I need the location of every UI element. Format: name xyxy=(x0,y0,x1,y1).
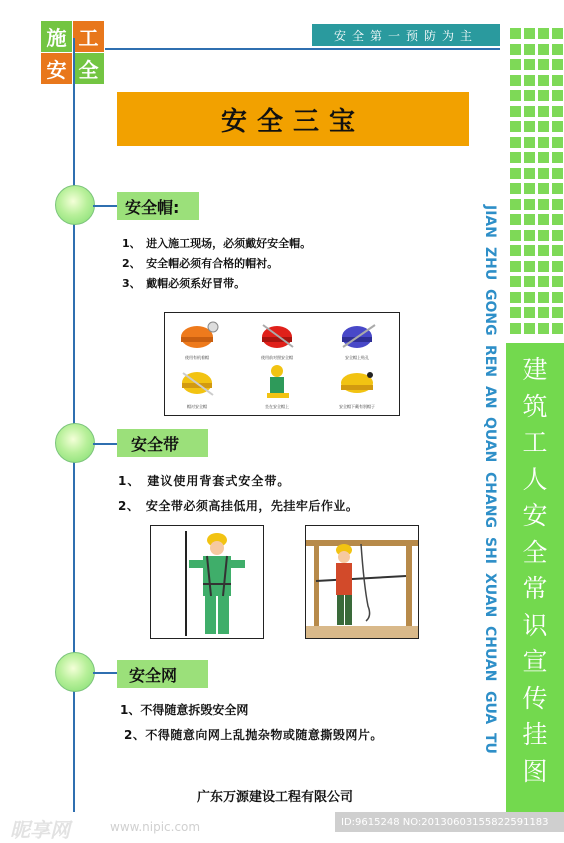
grid-square xyxy=(538,307,549,318)
section-node-helmet xyxy=(55,185,95,225)
vertical-title-char: 识 xyxy=(522,610,548,640)
vertical-title-char: 工 xyxy=(522,428,548,457)
grid-square xyxy=(538,183,549,194)
grid-square xyxy=(552,90,563,101)
grid-square xyxy=(538,90,549,101)
grid-square xyxy=(510,261,521,272)
green-grid-pattern xyxy=(510,28,564,338)
grid-square xyxy=(538,199,549,210)
grid-square xyxy=(552,59,563,70)
section-connector xyxy=(93,672,117,674)
grid-square xyxy=(538,44,549,55)
grid-square xyxy=(552,75,563,86)
grid-square xyxy=(538,137,549,148)
grid-square xyxy=(538,121,549,132)
grid-square xyxy=(538,59,549,70)
caption-2: 使用前对照安全帽 xyxy=(261,355,293,360)
grid-square xyxy=(524,168,535,179)
grid-square xyxy=(524,214,535,225)
pinyin-word: TU xyxy=(482,732,498,754)
watermark-url: www.nipic.com xyxy=(110,820,201,834)
grid-square xyxy=(510,292,521,303)
section-connector xyxy=(93,205,117,207)
caption-1: 使用有机着帽 xyxy=(185,355,209,360)
watermark-brand: 昵享网 xyxy=(10,818,70,842)
helmet-item-2: 2、 安全帽必须有合格的帽衬。 xyxy=(122,257,279,270)
grid-square xyxy=(510,323,521,334)
helmet-icon-1 xyxy=(181,322,218,348)
grid-square xyxy=(538,292,549,303)
grid-square xyxy=(538,276,549,287)
section-node-belt xyxy=(55,423,95,463)
grid-square xyxy=(524,307,535,318)
helmet-usage-icons xyxy=(165,313,399,415)
worker-sitting-icon xyxy=(267,365,289,398)
belt-item-2: 2、 安全带必须高挂低用，先挂牢后作业。 xyxy=(118,499,359,513)
grid-square xyxy=(510,214,521,225)
grid-square xyxy=(524,59,535,70)
pinyin-word: GUA xyxy=(482,690,498,724)
grid-square xyxy=(538,28,549,39)
grid-square xyxy=(524,137,535,148)
header-rule xyxy=(105,48,500,50)
grid-square xyxy=(524,44,535,55)
grid-square xyxy=(524,28,535,39)
grid-square xyxy=(538,230,549,241)
vertical-title-char: 挂 xyxy=(522,720,548,749)
grid-square xyxy=(552,44,563,55)
hanging-worker-icon xyxy=(306,526,418,638)
vertical-title xyxy=(506,352,564,790)
grid-square xyxy=(524,292,535,303)
pinyin-word: CHUAN xyxy=(482,626,498,682)
grid-square xyxy=(510,245,521,256)
grid-square xyxy=(552,307,563,318)
grid-square xyxy=(552,292,563,303)
page-title: 安全三宝 xyxy=(220,106,365,137)
watermark-id: ID:9615248 NO:20130603155822591183 xyxy=(335,812,564,832)
harness-worker-icon xyxy=(151,526,263,638)
slogan-bar: 安全第一预防为主 xyxy=(312,24,500,46)
vertical-title-char: 图 xyxy=(522,756,548,786)
grid-square xyxy=(552,276,563,287)
grid-square xyxy=(552,214,563,225)
grid-square xyxy=(510,230,521,241)
grid-square xyxy=(510,307,521,318)
pinyin-word: SHI xyxy=(482,536,498,564)
grid-square xyxy=(538,214,549,225)
grid-square xyxy=(552,245,563,256)
vertical-title-char: 筑 xyxy=(522,391,548,421)
grid-square xyxy=(552,261,563,272)
grid-square xyxy=(510,199,521,210)
logo-cell-gong: 工 xyxy=(73,21,104,52)
vertical-title-char: 安 xyxy=(522,501,548,530)
grid-square xyxy=(552,230,563,241)
grid-square xyxy=(552,168,563,179)
grid-square xyxy=(524,261,535,272)
caption-5: 坐在安全帽上 xyxy=(265,404,289,409)
grid-square xyxy=(510,121,521,132)
pinyin-word: ZHU xyxy=(482,246,498,281)
grid-square xyxy=(510,44,521,55)
logo-cell-an: 安 xyxy=(41,53,72,84)
pinyin-word: QUAN xyxy=(482,417,498,463)
vertical-title-char: 人 xyxy=(522,464,548,494)
section-label-belt: 安全带 xyxy=(117,429,208,457)
grid-square xyxy=(524,183,535,194)
helmet-icon-3 xyxy=(342,325,375,348)
net-item-1: 1、不得随意拆毁安全网 xyxy=(120,703,249,717)
grid-square xyxy=(524,121,535,132)
grid-square xyxy=(552,106,563,117)
logo-cell-quan: 全 xyxy=(73,53,104,84)
grid-square xyxy=(510,137,521,148)
grid-square xyxy=(510,106,521,117)
grid-square xyxy=(552,183,563,194)
vertical-title-char: 传 xyxy=(522,683,548,713)
grid-square xyxy=(538,261,549,272)
pinyin-word: AN xyxy=(482,385,498,409)
caption-4: 帽衬安全帽 xyxy=(187,404,207,409)
vertical-title-char: 建 xyxy=(522,355,548,384)
pinyin-word: REN xyxy=(482,344,498,377)
caption-6: 安全帽下戴有别帽子 xyxy=(339,404,375,409)
high-hanging-illustration xyxy=(305,525,419,639)
grid-square xyxy=(510,183,521,194)
grid-square xyxy=(510,90,521,101)
grid-square xyxy=(538,245,549,256)
grid-square xyxy=(552,323,563,334)
grid-square xyxy=(552,121,563,132)
helmet-illustration xyxy=(164,312,400,416)
grid-square xyxy=(538,106,549,117)
grid-square xyxy=(524,75,535,86)
grid-square xyxy=(524,106,535,117)
grid-square xyxy=(510,168,521,179)
logo-cell-shi: 施 xyxy=(41,21,72,52)
grid-square xyxy=(524,152,535,163)
grid-square xyxy=(552,199,563,210)
pinyin-word: CHANG xyxy=(482,471,498,528)
section-node-net xyxy=(55,652,95,692)
company-name: 广东万源建设工程有限公司 xyxy=(196,790,353,805)
section-label-net: 安全网 xyxy=(117,660,208,688)
vertical-title-char: 宣 xyxy=(522,647,548,676)
grid-square xyxy=(524,90,535,101)
pinyin-word: XUAN xyxy=(482,572,498,618)
grid-square xyxy=(510,276,521,287)
net-item-2: 2、不得随意向网上乱抛杂物或随意撕毁网片。 xyxy=(124,728,383,742)
belt-item-1: 1、 建议使用背套式安全带。 xyxy=(118,474,291,488)
vertical-title-char: 全 xyxy=(522,537,548,567)
pinyin-vertical xyxy=(481,205,499,785)
grid-square xyxy=(552,28,563,39)
pinyin-word: GONG xyxy=(482,289,498,336)
grid-square xyxy=(510,75,521,86)
grid-square xyxy=(510,28,521,39)
grid-square xyxy=(524,276,535,287)
grid-square xyxy=(524,323,535,334)
helmet-item-1: 1、 进入施工现场，必须戴好安全帽。 xyxy=(122,237,312,250)
section-label-helmet: 安全帽: xyxy=(117,192,199,220)
harness-worker-illustration xyxy=(150,525,264,639)
title-banner xyxy=(117,92,469,146)
grid-square xyxy=(552,137,563,148)
helmet-icon-4 xyxy=(182,372,213,395)
helmet-item-3: 3、 戴帽必须系好冒带。 xyxy=(122,277,246,290)
grid-square xyxy=(524,245,535,256)
vertical-title-char: 常 xyxy=(522,574,548,603)
section-connector xyxy=(93,443,117,445)
grid-square xyxy=(524,230,535,241)
helmet-icon-6 xyxy=(341,372,373,393)
grid-square xyxy=(510,59,521,70)
grid-square xyxy=(510,152,521,163)
grid-square xyxy=(538,168,549,179)
grid-square xyxy=(552,152,563,163)
grid-square xyxy=(538,152,549,163)
caption-3: 安全帽上贴孔 xyxy=(345,355,369,360)
grid-square xyxy=(524,199,535,210)
helmet-icon-2 xyxy=(262,325,293,348)
grid-square xyxy=(538,75,549,86)
grid-square xyxy=(538,323,549,334)
pinyin-word: JIAN xyxy=(482,205,498,238)
